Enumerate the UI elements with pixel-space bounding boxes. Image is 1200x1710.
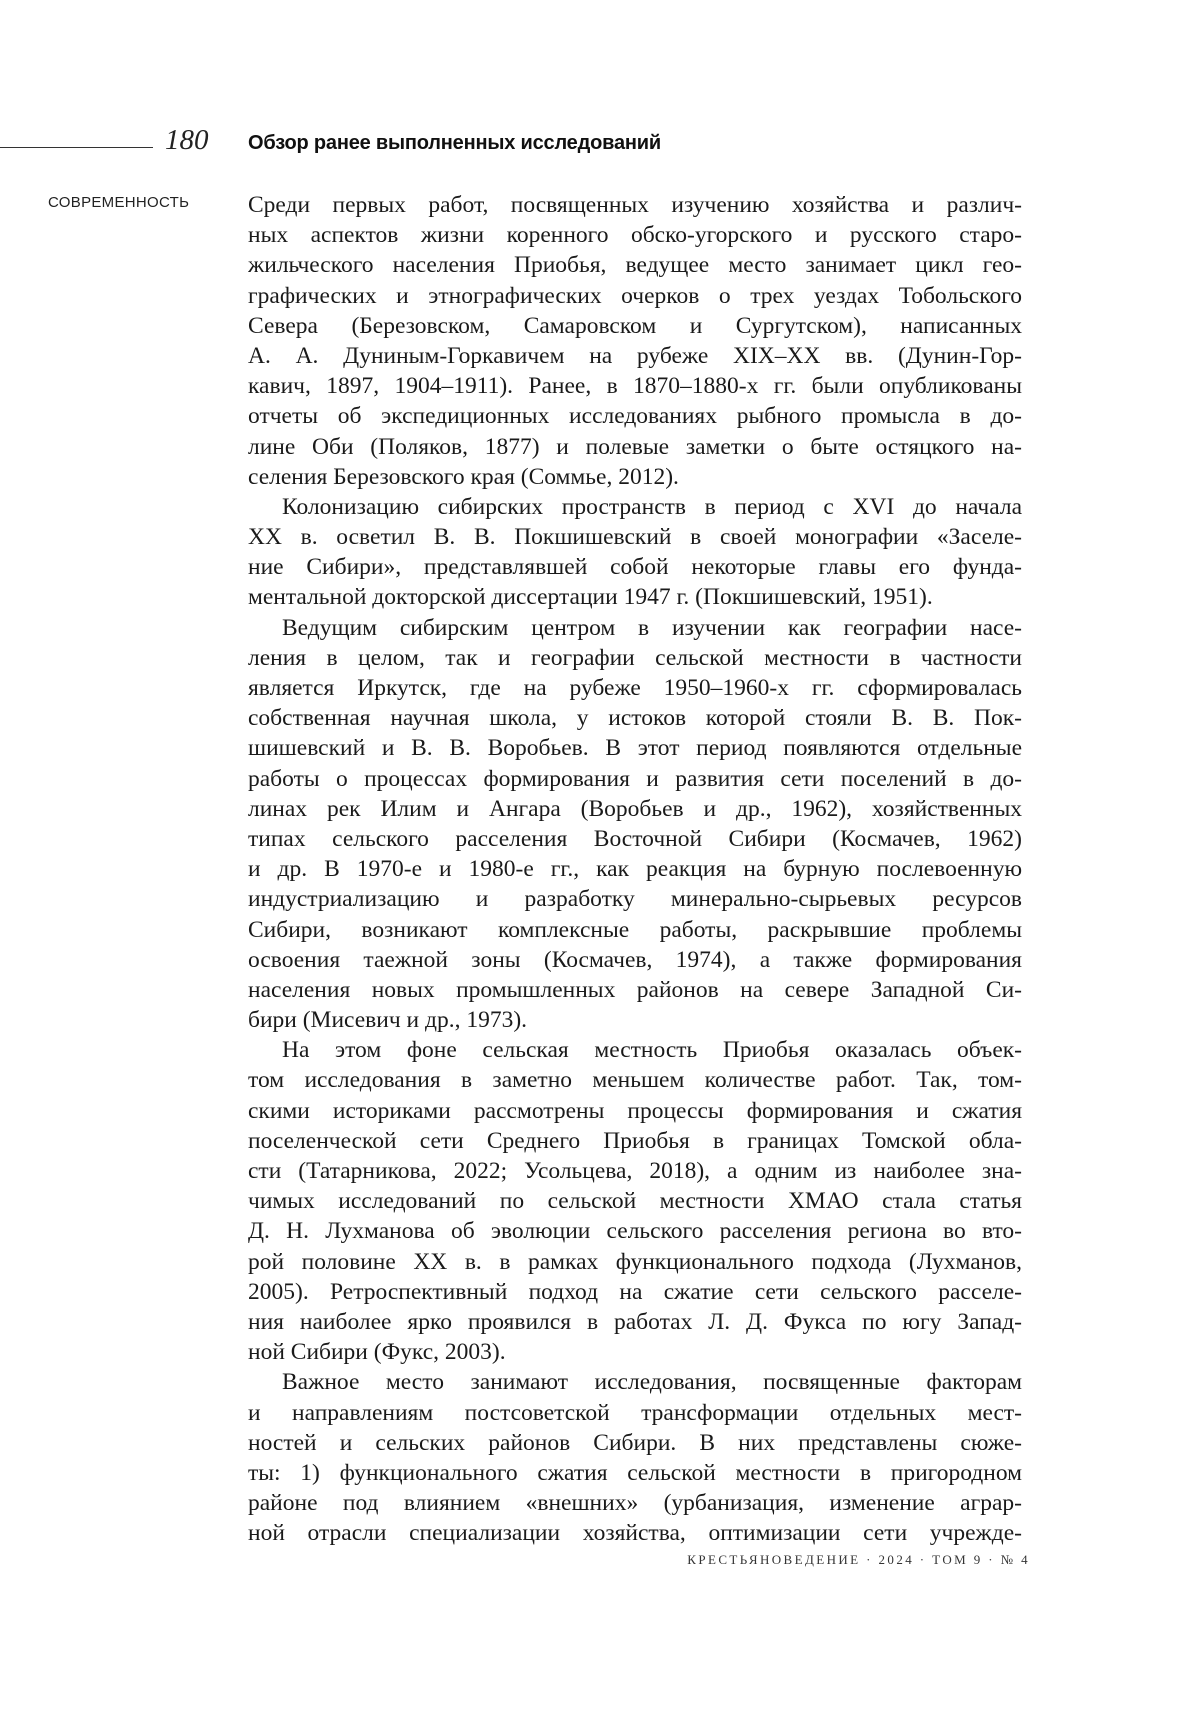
text-line: ных аспектов жизни коренного обско-угорского и русского старо- [248,220,1022,250]
journal-footer: КРЕСТЬЯНОВЕДЕНИЕ · 2024 · ТОМ 9 · № 4 [687,1552,1030,1568]
text-line: лине Оби (Поляков, 1877) и полевые заметки о быте остяцкого на- [248,432,1022,462]
text-line: районе под влиянием «внешних» (урбанизация, изменение аграр- [248,1488,1022,1518]
text-line: собственная научная школа, у истоков которой стояли В. В. Пок- [248,703,1022,733]
body-text [248,190,1022,1548]
text-line: Д. Н. Лухманова об эволюции сельского расселения региона во вто- [248,1216,1022,1246]
text-line: рой половине XX в. в рамках функционального подхода (Лухманов, [248,1247,1022,1277]
text-line: ной отрасли специализации хозяйства, оптимизации сети учрежде- [248,1518,1022,1548]
text-line: том исследования в заметно меньшем количестве работ. Так, том- [248,1065,1022,1095]
paragraph [248,613,1022,1036]
text-line: населения новых промышленных районов на севере Западной Си- [248,975,1022,1005]
text-line: ления в целом, так и географии сельской местности в частности [248,643,1022,673]
text-line: ной Сибири (Фукс, 2003). [248,1337,1022,1367]
header-rule [0,147,153,148]
page-number: 180 [165,124,209,157]
text-line: ментальной докторской диссертации 1947 г. (Покшишевский, 1951). [248,582,1022,612]
text-line: Важное место занимают исследования, посвященные факторам [248,1367,1022,1397]
text-line: и направлениям постсоветской трансформации отдельных мест- [248,1398,1022,1428]
text-line: работы о процессах формирования и развития сети поселений в до- [248,764,1022,794]
paragraph [248,1367,1022,1548]
text-line: ние Сибири», представлявшей собой некоторые главы его фунда- [248,552,1022,582]
text-line: шишевский и В. В. Воробьев. В этот период появляются отдельные [248,733,1022,763]
paragraph [248,1035,1022,1367]
text-line: ностей и сельских районов Сибири. В них представлены сюже- [248,1428,1022,1458]
paragraph [248,492,1022,613]
text-line: Севера (Березовском, Самаровском и Сургутском), написанных [248,311,1022,341]
text-line: поселенческой сети Среднего Приобья в границах Томской обла- [248,1126,1022,1156]
text-line: ния наиболее ярко проявился в работах Л. Д. Фукса по югу Запад- [248,1307,1022,1337]
text-line: А. А. Дуниным-Горкавичем на рубеже XIX–XX вв. (Дунин-Гор- [248,341,1022,371]
text-line: Среди первых работ, посвященных изучению хозяйства и различ- [248,190,1022,220]
text-line: является Иркутск, где на рубеже 1950–1960-х гг. сформировалась [248,673,1022,703]
text-line: бири (Мисевич и др., 1973). [248,1005,1022,1035]
text-line: XX в. осветил В. В. Покшишевский в своей монографии «Заселе- [248,522,1022,552]
text-line: На этом фоне сельская местность Приобья оказалась объек- [248,1035,1022,1065]
text-line: освоения таежной зоны (Космачев, 1974), а также формирования [248,945,1022,975]
text-line: жильческого населения Приобья, ведущее место занимает цикл гео- [248,250,1022,280]
margin-label: СОВРЕМЕННОСТЬ [48,194,189,211]
paragraph [248,190,1022,492]
text-line: и др. В 1970-е и 1980-е гг., как реакция на бурную послевоенную [248,854,1022,884]
text-line: отчеты об экспедиционных исследованиях рыбного промысла в до- [248,401,1022,431]
text-line: индустриализацию и разработку минерально-сырьевых ресурсов [248,884,1022,914]
text-line: ты: 1) функционального сжатия сельской местности в пригородном [248,1458,1022,1488]
text-line: графических и этнографических очерков о трех уездах Тобольского [248,281,1022,311]
text-line: кавич, 1897, 1904–1911). Ранее, в 1870–1880-х гг. были опубликованы [248,371,1022,401]
text-line: Колонизацию сибирских пространств в период с XVI до начала [248,492,1022,522]
text-line: 2005). Ретроспективный подход на сжатие сети сельского расселе- [248,1277,1022,1307]
text-line: линах рек Илим и Ангара (Воробьев и др., 1962), хозяйственных [248,794,1022,824]
text-line: Сибири, возникают комплексные работы, раскрывшие проблемы [248,915,1022,945]
running-title: Обзор ранее выполненных исследований [248,132,661,155]
text-line: чимых исследований по сельской местности ХМАО стала статья [248,1186,1022,1216]
text-line: Ведущим сибирским центром в изучении как географии насе- [248,613,1022,643]
text-line: типах сельского расселения Восточной Сибири (Космачев, 1962) [248,824,1022,854]
text-line: скими историками рассмотрены процессы формирования и сжатия [248,1096,1022,1126]
text-line: сти (Татарникова, 2022; Усольцева, 2018), а одним из наиболее зна- [248,1156,1022,1186]
text-line: селения Березовского края (Соммье, 2012). [248,462,1022,492]
